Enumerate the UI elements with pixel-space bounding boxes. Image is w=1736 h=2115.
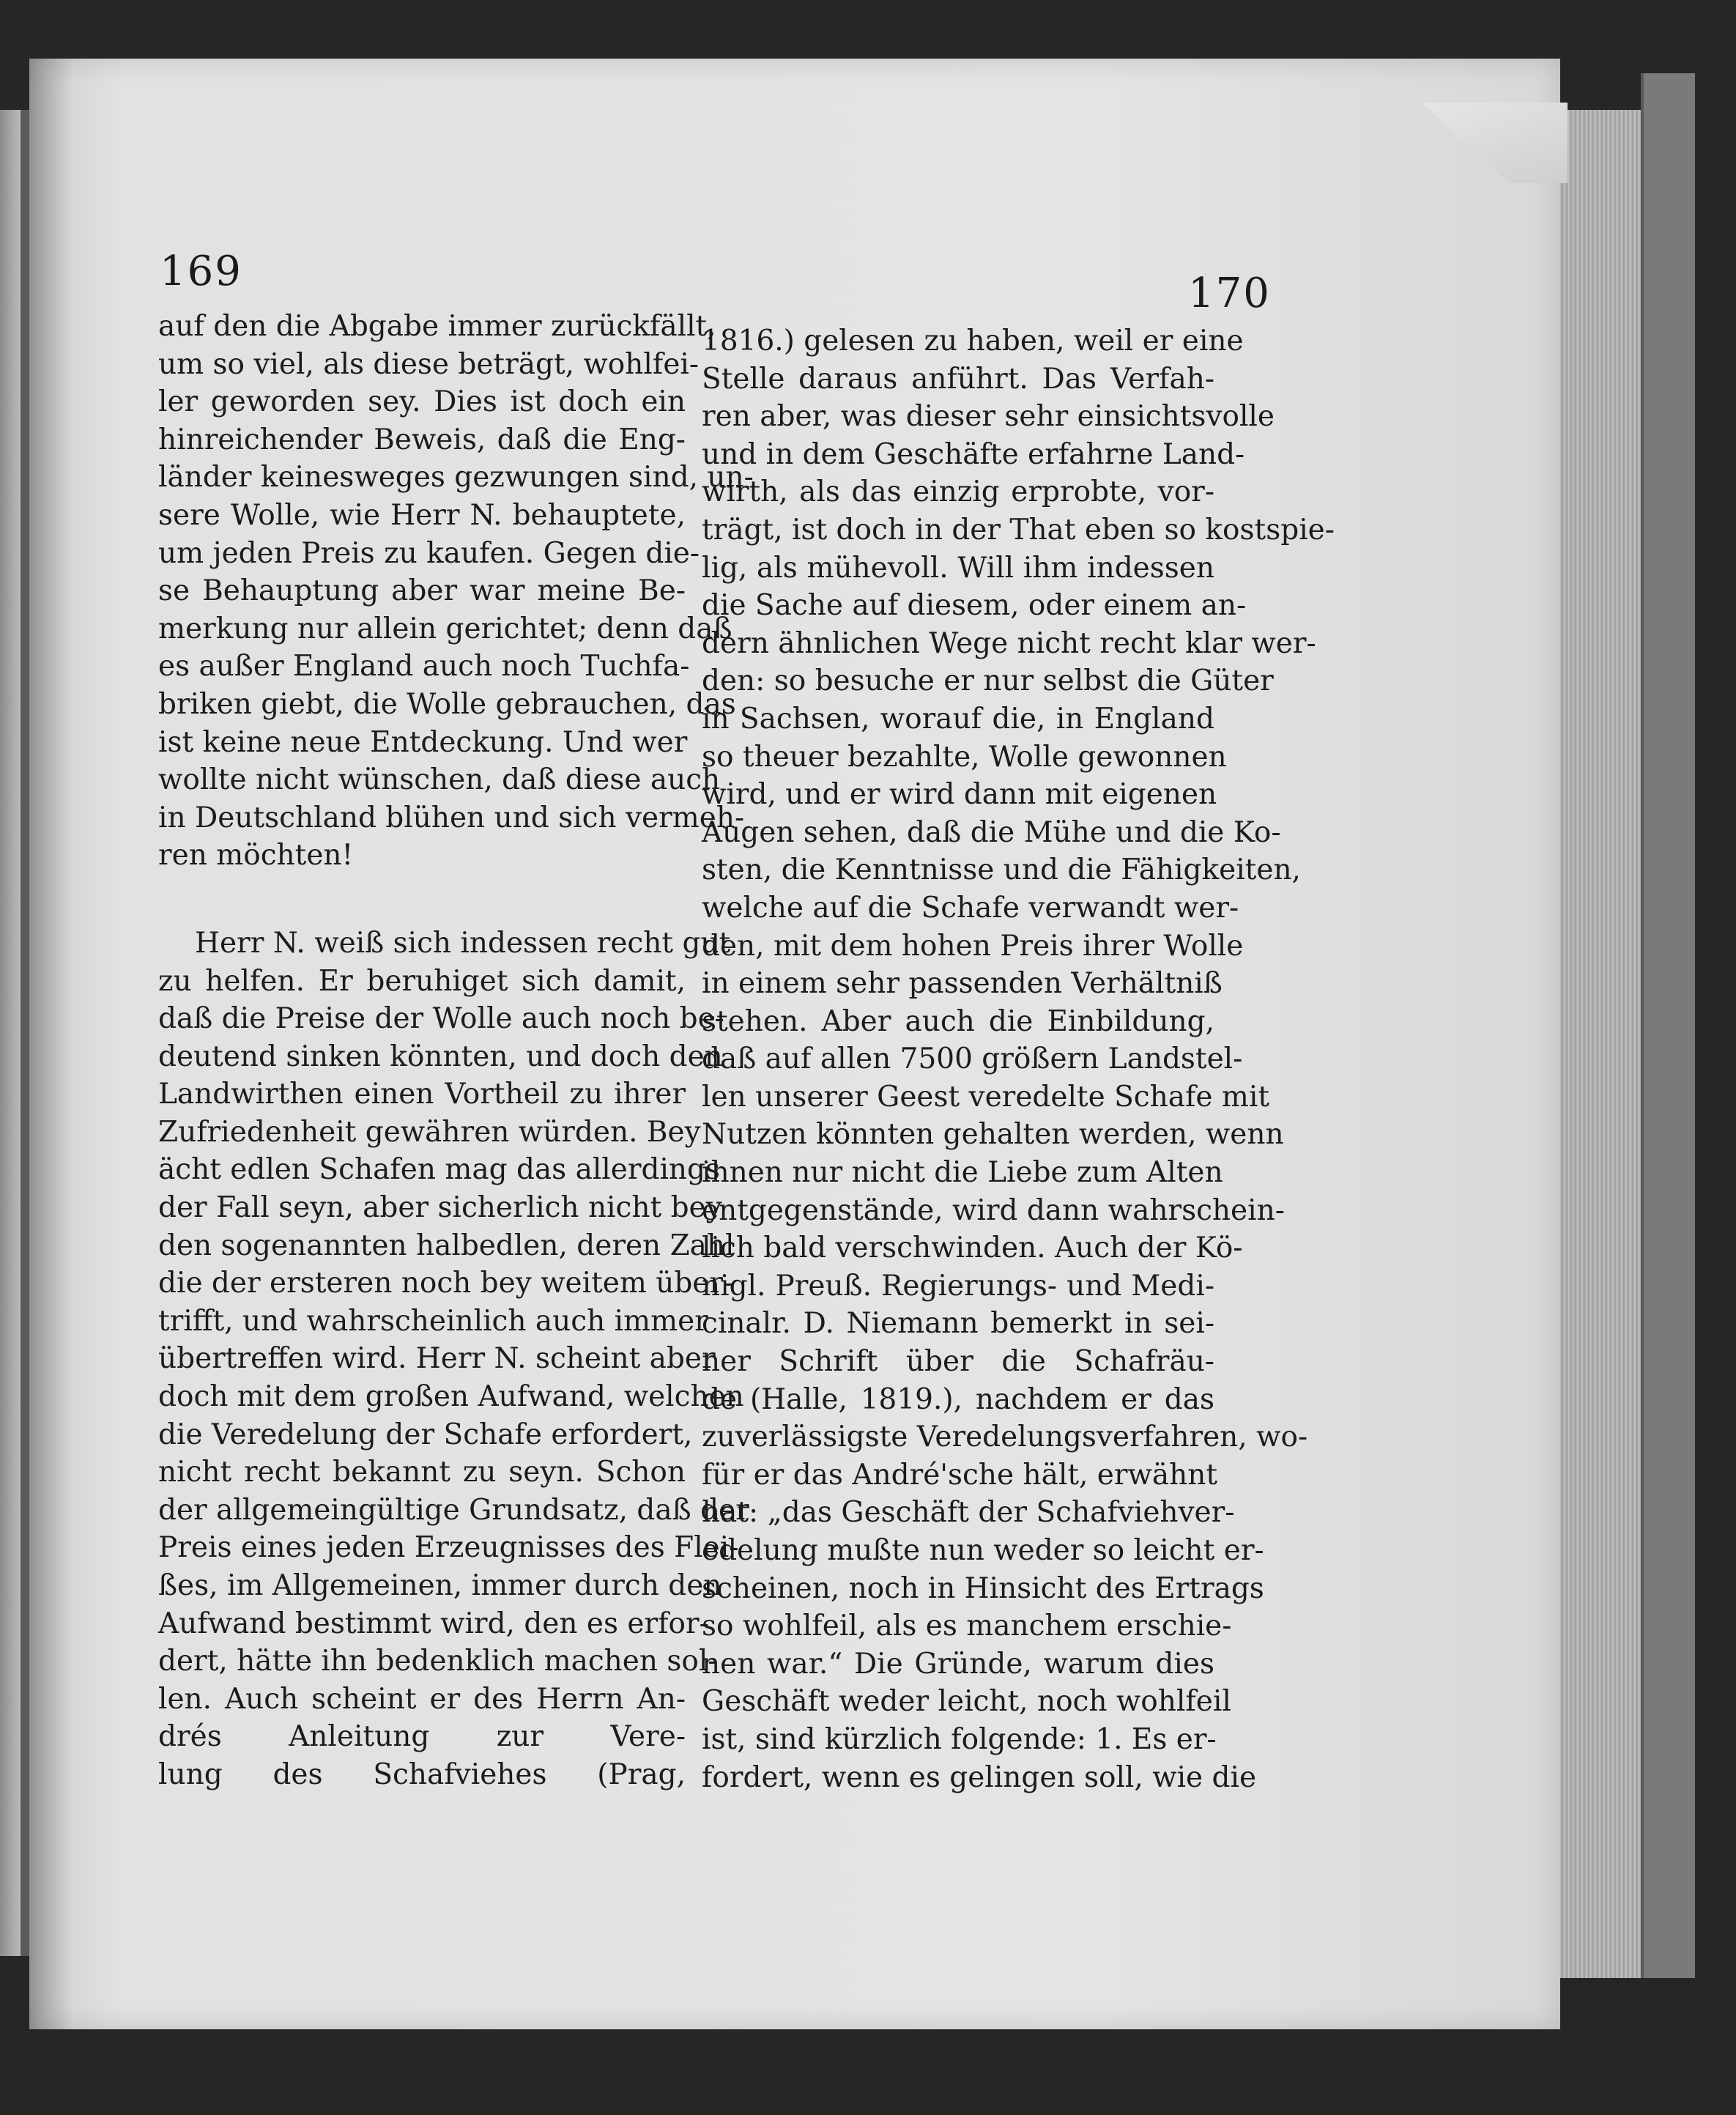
text-line: lig, als mühevoll. Will ihm indessen xyxy=(702,551,1214,585)
text-line: ner Schrift über die Schafräu- xyxy=(702,1345,1214,1379)
text-line: in Deutschland blühen und sich vermeh- xyxy=(158,801,745,834)
text-line: auf den die Abgabe immer zurückfällt, xyxy=(158,310,716,343)
text-line: dert, hätte ihn bedenklich machen sol- xyxy=(158,1645,718,1678)
text-line: de (Halle, 1819.), nachdem er das xyxy=(702,1382,1214,1416)
text-line: Herr N. weiß sich indessen recht gut xyxy=(195,926,731,960)
text-line: und in dem Geschäfte erfahrne Land- xyxy=(702,437,1245,471)
page-number-right: 170 xyxy=(1188,270,1271,317)
text-line: ist keine neue Entdeckung. Und wer xyxy=(158,725,688,759)
text-line: die Veredelung der Schafe erfordert, xyxy=(158,1418,693,1451)
text-line: den, mit dem hohen Preis ihrer Wolle xyxy=(702,929,1244,963)
text-line: nicht recht bekannt zu seyn. Schon xyxy=(158,1456,686,1489)
text-line: nigl. Preuß. Regierungs- und Medi- xyxy=(702,1269,1214,1303)
text-line: ren aber, was dieser sehr einsichtsvolle xyxy=(702,400,1275,434)
text-line: cinalr. D. Niemann bemerkt in sei- xyxy=(702,1307,1214,1341)
text-line: stehen. Aber auch die Einbildung, xyxy=(702,1004,1214,1038)
page-number-left: 169 xyxy=(160,248,242,295)
text-line: ßes, im Allgemeinen, immer durch den xyxy=(158,1569,722,1602)
text-line: trägt, ist doch in der That eben so kostspie- xyxy=(702,513,1335,547)
text-line: die der ersteren noch bey weitem über- xyxy=(158,1267,733,1300)
text-line: 1816.) gelesen zu haben, weil er eine xyxy=(702,325,1244,358)
page-gutter-shadow xyxy=(29,59,73,2029)
page-stack-edge xyxy=(1560,110,1641,1978)
text-line: fordert, wenn es gelingen soll, wie die xyxy=(702,1760,1257,1794)
text-line: in Sachsen, worauf die, in England xyxy=(702,702,1214,736)
text-line: Nutzen könnten gehalten werden, wenn xyxy=(702,1118,1284,1152)
text-line: zu helfen. Er beruhiget sich damit, xyxy=(158,964,686,998)
text-line: daß auf allen 7500 größern Landstel- xyxy=(702,1042,1243,1076)
text-line: übertreffen wird. Herr N. scheint aber xyxy=(158,1342,716,1376)
text-line: scheinen, noch in Hinsicht des Ertrags xyxy=(702,1571,1264,1605)
text-line: zuverlässigste Veredelungsverfahren, wo- xyxy=(702,1421,1308,1454)
paragraph-gap xyxy=(158,875,686,925)
text-line: doch mit dem großen Aufwand, welchen xyxy=(158,1380,744,1414)
text-line: drés Anleitung zur Vere- xyxy=(158,1720,686,1754)
text-line: edelung mußte nun weder so leicht er- xyxy=(702,1534,1264,1567)
text-line: lich bald verschwinden. Auch der Kö- xyxy=(702,1231,1243,1265)
text-line: ächt edlen Schafen mag das allerdings xyxy=(158,1153,721,1187)
text-line: welche auf die Schafe verwandt wer- xyxy=(702,891,1239,925)
text-line: länder keinesweges gezwungen sind, un- xyxy=(158,461,754,495)
text-line: Augen sehen, daß die Mühe und die Ko- xyxy=(702,815,1281,849)
text-line: Zufriedenheit gewähren würden. Bey xyxy=(158,1115,701,1149)
text-line: dern ähnlichen Wege nicht recht klar wer- xyxy=(702,626,1316,660)
text-line: hat: „das Geschäft der Schafviehver- xyxy=(702,1496,1235,1530)
left-text-column xyxy=(158,308,754,1794)
text-line: ihnen nur nicht die Liebe zum Alten xyxy=(702,1156,1223,1190)
text-line: in einem sehr passenden Verhältniß xyxy=(702,967,1223,1001)
text-line: trifft, und wahrscheinlich auch immer xyxy=(158,1304,708,1338)
text-line: len. Auch scheint er des Herrn An- xyxy=(158,1682,686,1716)
text-line: so theuer bezahlte, Wolle gewonnen xyxy=(702,740,1227,774)
text-line: um jeden Preis zu kaufen. Gegen die- xyxy=(158,536,700,570)
book-cover-edge xyxy=(1641,73,1695,1978)
text-line: der Fall seyn, aber sicherlich nicht bey xyxy=(158,1191,722,1225)
text-line: Stelle daraus anführt. Das Verfah- xyxy=(702,362,1214,396)
text-line: merkung nur allein gerichtet; denn daß xyxy=(158,612,732,645)
text-line: deutend sinken könnten, und doch den xyxy=(158,1040,723,1073)
text-line: Preis eines jeden Erzeugnisses des Flei- xyxy=(158,1531,739,1565)
text-line: wird, und er wird dann mit eigenen xyxy=(702,778,1217,812)
text-line: wollte nicht wünschen, daß diese auch xyxy=(158,763,721,797)
text-line: ler geworden sey. Dies ist doch ein xyxy=(158,385,686,419)
text-line: Geschäft weder leicht, noch wohlfeil xyxy=(702,1685,1231,1719)
text-line: daß die Preise der Wolle auch noch be- xyxy=(158,1002,724,1036)
text-line: sere Wolle, wie Herr N. behauptete, xyxy=(158,498,686,532)
text-line: wirth, als das einzig erprobte, vor- xyxy=(702,475,1214,509)
text-line: sten, die Kenntnisse und die Fähigkeiten, xyxy=(702,853,1301,887)
text-line: den: so besuche er nur selbst die Güter xyxy=(702,664,1274,698)
text-line: für er das André'sche hält, erwähnt xyxy=(702,1458,1218,1492)
text-line: so wohlfeil, als es manchem erschie- xyxy=(702,1610,1232,1643)
text-line: den sogenannten halbedlen, deren Zahl xyxy=(158,1229,735,1262)
text-line: um so viel, als diese beträgt, wohlfei- xyxy=(158,347,700,381)
text-line: ren möchten! xyxy=(158,839,354,873)
text-line: ist, sind kürzlich folgende: 1. Es er- xyxy=(702,1722,1217,1756)
text-line: es außer England auch noch Tuchfa- xyxy=(158,650,690,684)
text-line: entgegenstände, wird dann wahrschein- xyxy=(702,1193,1285,1227)
text-line: nen war.“ Die Gründe, warum dies xyxy=(702,1647,1214,1681)
text-line: die Sache auf diesem, oder einem an- xyxy=(702,589,1247,623)
text-line: der allgemeingültige Grundsatz, daß der xyxy=(158,1493,749,1527)
text-line: len unserer Geest veredelte Schafe mit xyxy=(702,1080,1270,1114)
text-line: Landwirthen einen Vortheil zu ihrer xyxy=(158,1078,686,1111)
text-line: hinreichender Beweis, daß die Eng- xyxy=(158,423,686,456)
text-line: briken giebt, die Wolle gebrauchen, das xyxy=(158,687,736,721)
text-line: se Behauptung aber war meine Be- xyxy=(158,574,686,608)
right-text-column xyxy=(702,322,1335,1796)
text-line: lung des Schafviehes (Prag, xyxy=(158,1757,686,1791)
text-line: Aufwand bestimmt wird, den es erfor- xyxy=(158,1607,709,1640)
